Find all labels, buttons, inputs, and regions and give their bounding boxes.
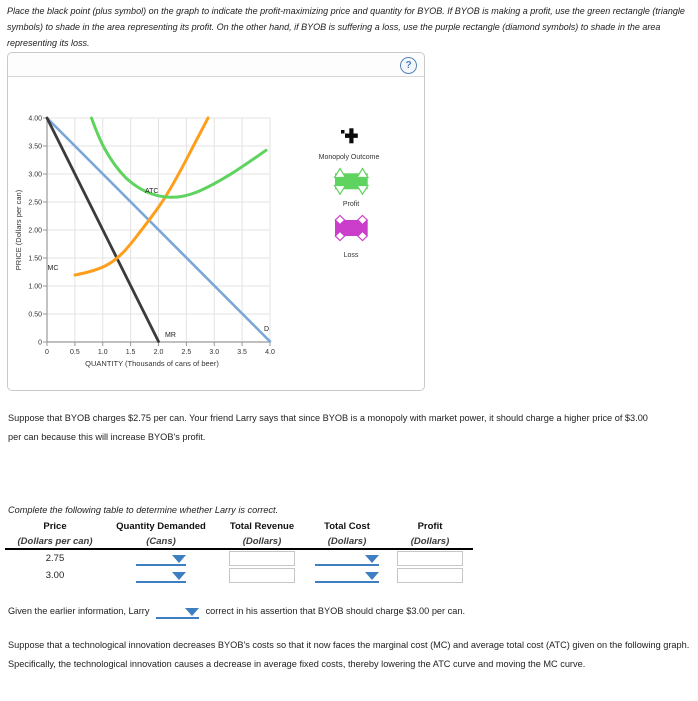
svg-text:3.50: 3.50 [28, 143, 42, 151]
monopoly-outcome-label: Monopoly Outcome [318, 154, 380, 161]
col-unit-profit: (Dollars) [387, 534, 473, 549]
price-value: 3.00 [45, 570, 65, 581]
table-row [5, 567, 473, 584]
svg-text:3.5: 3.5 [237, 349, 247, 356]
svg-text:2.5: 2.5 [181, 349, 192, 356]
larry-paragraph: Suppose that BYOB charges $2.75 per can. Your friend Larry says that since BYOB is a monopoly with market power, it should charge a higher price of $3.00 per can because this will increase BYOB's profit. [8, 413, 648, 442]
table-intro: Complete the following table to determine whether Larry is correct. [8, 505, 279, 515]
profit-rectangle-tool[interactable] [335, 169, 369, 195]
svg-text:2.00: 2.00 [28, 227, 42, 235]
larry-conclusion-before: Given the earlier information, Larry [8, 606, 150, 616]
monopoly-graph[interactable] [8, 76, 424, 389]
mr-label: MR [165, 332, 176, 339]
total-revenue-input-row2[interactable] [229, 568, 295, 583]
x-axis-title: QUANTITY (Thousands of cans of beer) [85, 359, 219, 368]
col-header-price: Price [43, 521, 67, 532]
graph-panel [7, 52, 425, 391]
d-label: D [264, 326, 270, 333]
tech-innovation-paragraph: Suppose that a technological innovation decreases BYOB's costs so that it now faces the marginal cost (MC) and average total cost (ATC) given on the following graph. Specifically, the technological innovation causes a decrease in average fixed costs, thereby lowering the ATC curve and moving the MC curve. [8, 640, 690, 669]
svg-text:1.0: 1.0 [97, 349, 108, 356]
svg-text:0.50: 0.50 [28, 311, 42, 319]
svg-text:1.5: 1.5 [125, 349, 136, 356]
col-header-profit: Profit [417, 521, 443, 532]
larry-conclusion [8, 602, 694, 621]
chevron-down-icon [172, 555, 186, 563]
table-unit-row [5, 534, 473, 549]
col-header-cost: Total Cost [324, 521, 370, 532]
total-revenue-input-row1[interactable] [229, 551, 295, 566]
table-row [5, 549, 473, 567]
svg-text:0: 0 [38, 339, 42, 347]
svg-text:4.0: 4.0 [265, 349, 275, 356]
mc-label: MC [47, 265, 59, 272]
col-header-revenue: Total Revenue [229, 521, 295, 532]
table-header-row [5, 519, 473, 534]
graph-panel-header [8, 53, 424, 77]
svg-text:3.00: 3.00 [28, 171, 42, 179]
price-comparison-table [5, 519, 473, 584]
atc-label: ATC [145, 188, 159, 195]
chevron-down-icon [365, 555, 379, 563]
col-header-quantity: Quantity Demanded [116, 521, 206, 532]
chevron-down-icon [185, 608, 199, 616]
svg-text:4.00: 4.00 [28, 115, 42, 123]
instructions-text: Place the black point (plus symbol) on the graph to indicate the profit-maximizing price and quantity for BYOB. If BYOB is making a profit, use the green rectangle (triangle symbols) to shade in the area representing its profit. On the other hand, if BYOB is suffering a loss, use the purple rectangle (diamond symbols) to shade in the area representing its loss. [7, 6, 685, 48]
y-tick-labels [28, 116, 42, 347]
chevron-down-icon [172, 572, 186, 580]
total-cost-dropdown-row1[interactable] [315, 551, 379, 566]
loss-rectangle-tool[interactable] [335, 216, 368, 241]
svg-text:2.0: 2.0 [153, 349, 164, 356]
svg-text:0: 0 [45, 349, 49, 356]
svg-text:1.50: 1.50 [28, 255, 42, 263]
col-unit-quantity: (Cans) [105, 534, 217, 549]
profit-input-row1[interactable] [397, 551, 463, 566]
tick-marks [43, 118, 270, 346]
quantity-demanded-dropdown-row2[interactable] [136, 568, 186, 583]
svg-text:2.50: 2.50 [28, 199, 42, 207]
svg-text:1.00: 1.00 [28, 283, 42, 291]
col-unit-cost: (Dollars) [307, 534, 387, 549]
larry-correct-dropdown[interactable] [156, 604, 199, 619]
svg-text:0.5: 0.5 [70, 349, 80, 356]
atc-curve [92, 118, 267, 197]
total-cost-dropdown-row2[interactable] [315, 568, 379, 583]
help-icon[interactable]: ? [400, 57, 417, 74]
price-value: 2.75 [45, 553, 65, 564]
x-tick-labels [45, 349, 275, 356]
quantity-demanded-dropdown-row1[interactable] [136, 551, 186, 566]
loss-label: Loss [343, 252, 359, 259]
col-unit-revenue: (Dollars) [217, 534, 307, 549]
larry-conclusion-after: correct in his assertion that BYOB should charge $3.00 per can. [205, 606, 466, 616]
profit-input-row2[interactable] [397, 568, 463, 583]
monopoly-outcome-marker[interactable] [341, 128, 358, 143]
chevron-down-icon [365, 572, 379, 580]
y-axis-title: PRICE (Dollars per can) [14, 189, 23, 271]
col-unit-price: (Dollars per can) [5, 534, 105, 549]
svg-text:3.0: 3.0 [209, 349, 220, 356]
profit-label: Profit [342, 201, 360, 208]
